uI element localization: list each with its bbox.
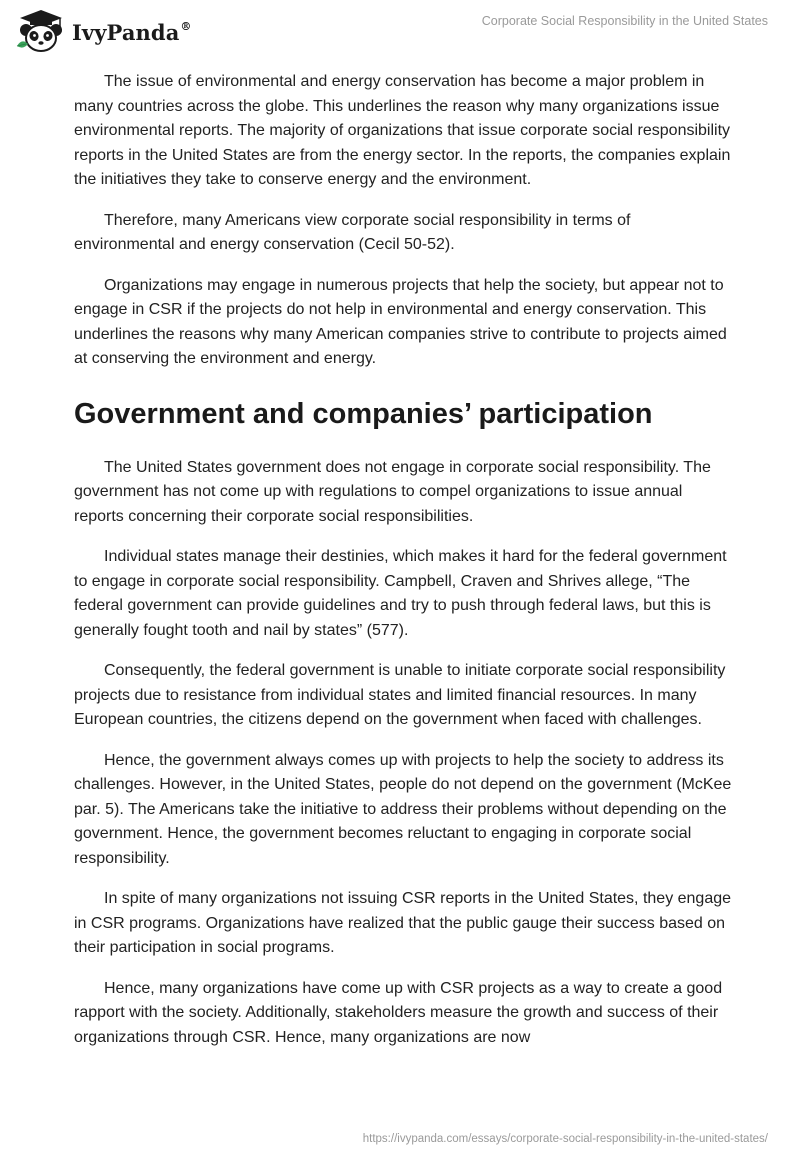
paragraph: In spite of many organizations not issuing CSR reports in the United States, they engage in CSR programs. Organizations have realized that the public gauge their success based on their participation in social programs. (74, 890, 732, 956)
brand-name: IvyPanda® (72, 19, 192, 45)
paragraph: Organizations may engage in numerous projects that help the society, but appear not to engage in CSR if the projects do not help in environmental and energy conservation. This underlines the reasons why many American companies strive to contribute to projects aimed at conserving the environment and energy. (74, 276, 727, 367)
paragraph: Consequently, the federal government is unable to initiate corporate social responsibility projects due to resistance from individual states and limited financial resources. In many European countries, the citizens depend on the government when faced with challenges. (74, 662, 726, 728)
paragraph: Individual states manage their destinies, which makes it hard for the federal government to engage in corporate social responsibility. Campbell, Craven and Shrives allege, “The federal government can provide guidelines and try to push through federal laws, but this is generally fought tooth and nail by states” (577). (74, 548, 727, 639)
paragraph: Hence, many organizations have come up with CSR projects as a way to create a good rapport with the society. Additionally, stakeholders measure the growth and success of their organizations through CSR. Hence, many organizations are now (74, 979, 723, 1046)
paragraph: The United States government does not engage in corporate social responsibility. The government has not come up with regulations to compel organizations to issue annual reports concerning their corporate social responsibilities. (74, 458, 711, 525)
paragraph: The issue of environmental and energy conservation has become a major problem in many countries across the globe. This underlines the reason why many organizations issue environmental reports. The majority of organizations that issue corporate social responsibility reports in the United States are from the energy sector. In the reports, the companies explain the initiatives they take to conserve energy and the environment. (74, 73, 731, 188)
essay-body (74, 70, 734, 1066)
panda-graduate-icon (14, 8, 68, 54)
brand-logo[interactable] (14, 8, 192, 54)
document-title: Corporate Social Responsibility in the United States (481, 14, 768, 28)
paragraph: Hence, the government always comes up with projects to help the society to address its challenges. However, in the United States, people do not depend on the government (McKee par. 5). The Americans take the initiative to address their problems without depending on the government. Hence, the government becomes reluctant to engaging in corporate social responsibility. (74, 751, 732, 867)
page-header (0, 0, 800, 62)
registered-mark: ® (180, 19, 192, 33)
paragraph: Therefore, many Americans view corporate social responsibility in terms of environmental and energy conservation (Cecil 50-52). (74, 211, 631, 253)
section-heading: Government and companies’ participation (74, 397, 653, 430)
source-url[interactable]: https://ivypanda.com/essays/corporate-social-responsibility-in-the-united-states/ (362, 1133, 768, 1145)
